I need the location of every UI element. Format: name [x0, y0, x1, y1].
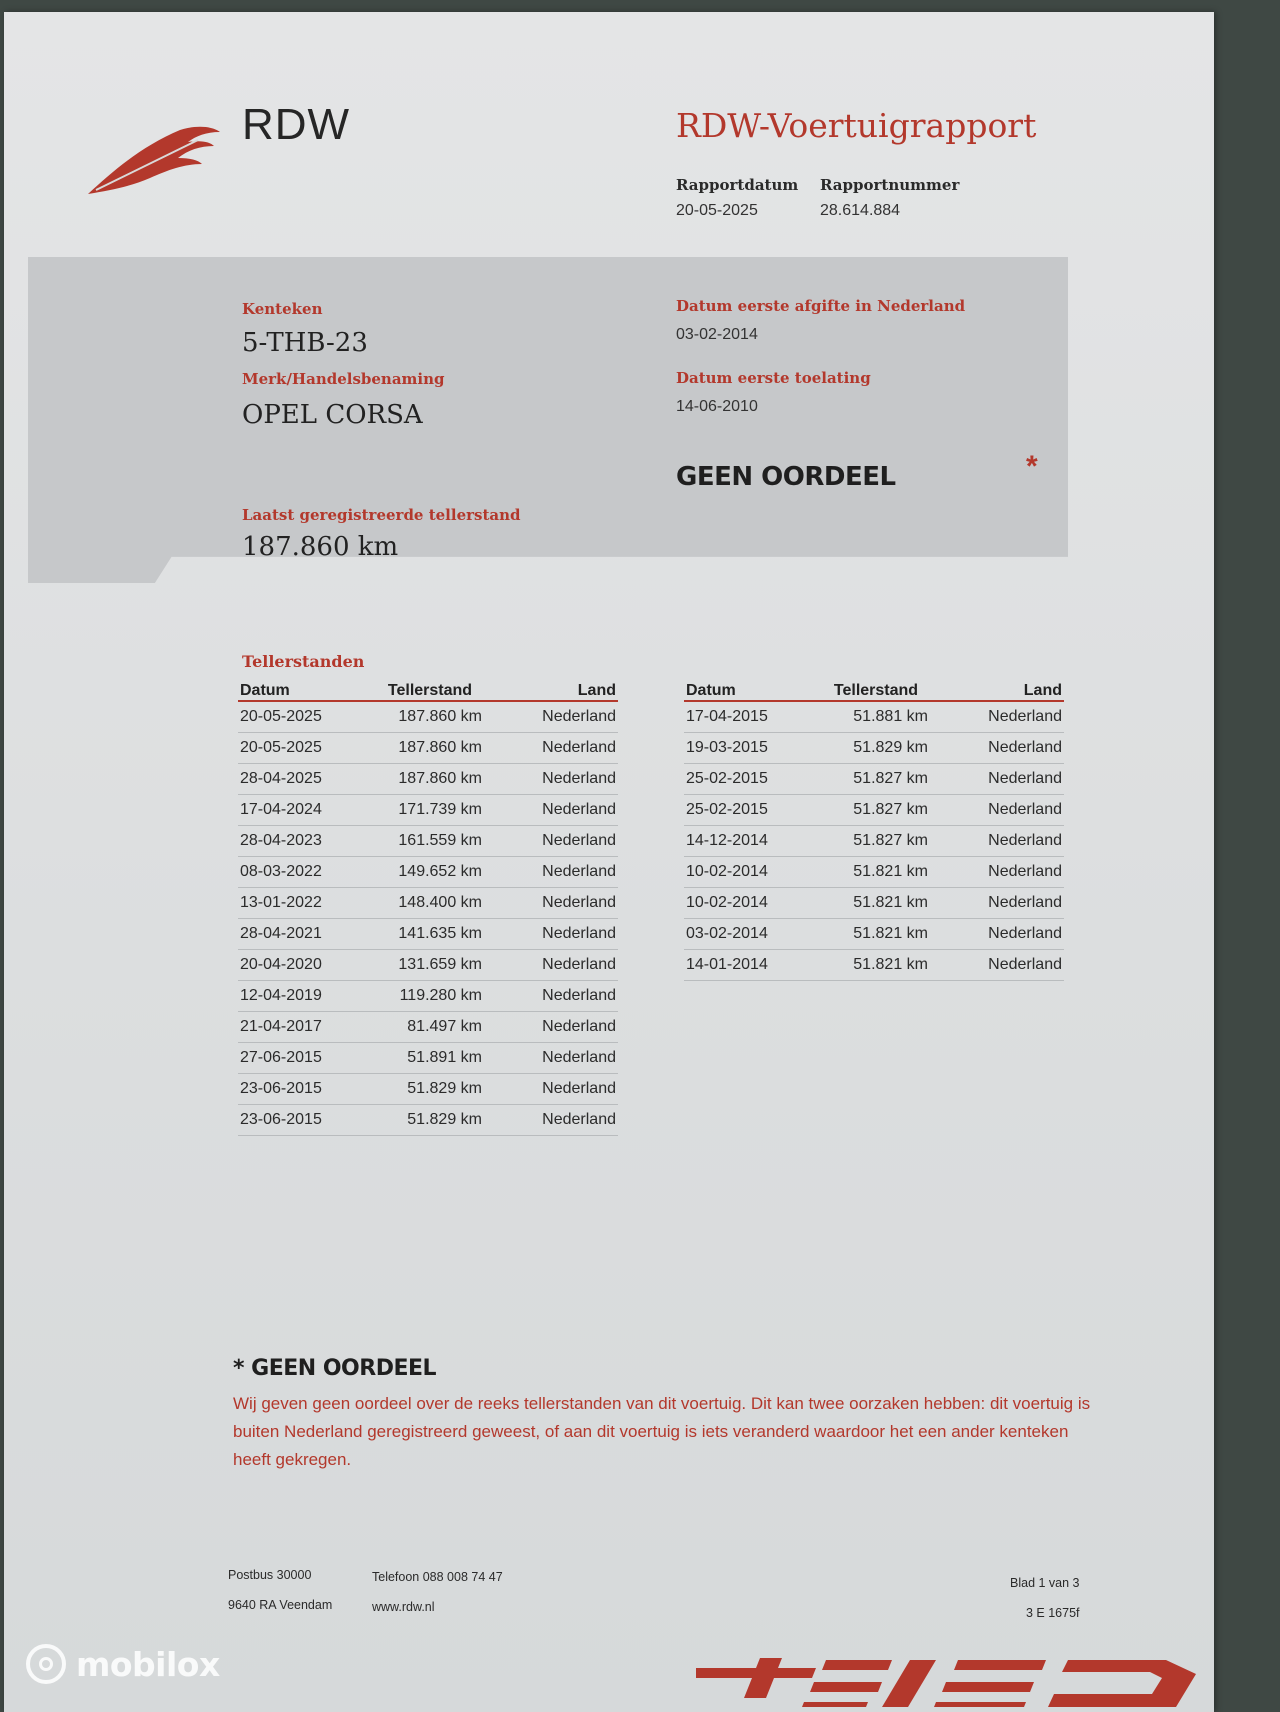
table-row [684, 826, 1064, 857]
odometer-section-title: Tellerstanden [242, 652, 365, 671]
cell-country: Nederland [484, 764, 618, 795]
cell-reading: 171.739 km [376, 795, 484, 826]
table-row [238, 795, 618, 826]
cell-country: Nederland [484, 701, 618, 733]
report-number-label: Rapportnummer [820, 176, 960, 194]
cell-country: Nederland [484, 1105, 618, 1136]
cell-country: Nederland [930, 919, 1064, 950]
table-row [238, 950, 618, 981]
table-row [684, 795, 1064, 826]
table-row [684, 701, 1064, 733]
cell-reading: 187.860 km [376, 733, 484, 764]
cell-date: 03-02-2014 [684, 919, 822, 950]
table-row [684, 857, 1064, 888]
report-date-label: Rapportdatum [676, 176, 799, 194]
table-header-row [684, 676, 1064, 701]
cell-country: Nederland [484, 795, 618, 826]
report-number-value: 28.614.884 [820, 202, 901, 219]
column-header-date: Datum [238, 676, 376, 701]
cell-country: Nederland [484, 857, 618, 888]
first-issue-nl-label: Datum eerste afgifte in Nederland [676, 297, 966, 315]
cell-reading: 51.821 km [822, 888, 930, 919]
verdict-text: GEEN OORDEEL [676, 462, 896, 492]
odometer-table-left-body [238, 701, 618, 1136]
footer-city: 9640 RA Veendam [228, 1598, 333, 1612]
cell-country: Nederland [930, 764, 1064, 795]
odometer-table-left [238, 676, 618, 1136]
cell-reading: 51.881 km [822, 701, 930, 733]
cell-country: Nederland [930, 733, 1064, 764]
cell-reading: 51.821 km [822, 857, 930, 888]
verdict-asterisk: * [1026, 450, 1038, 483]
odometer-table-right-body [684, 701, 1064, 981]
cell-reading: 148.400 km [376, 888, 484, 919]
table-header-row [238, 676, 618, 701]
mobilox-logo-icon [26, 1644, 66, 1684]
table-row [238, 857, 618, 888]
table-row [238, 733, 618, 764]
table-row [238, 764, 618, 795]
cell-date: 21-04-2017 [238, 1012, 376, 1043]
cell-reading: 81.497 km [376, 1012, 484, 1043]
cell-date: 25-02-2015 [684, 795, 822, 826]
footer-page-number: Blad 1 van 3 [1010, 1576, 1080, 1590]
cell-reading: 187.860 km [376, 764, 484, 795]
cell-country: Nederland [930, 795, 1064, 826]
cell-date: 14-12-2014 [684, 826, 822, 857]
rdw-wordmark: RDW [242, 100, 351, 149]
make-label: Merk/Handelsbenaming [242, 370, 445, 388]
plate-value: 5-THB-23 [242, 328, 368, 358]
cell-date: 20-05-2025 [238, 733, 376, 764]
cell-country: Nederland [484, 826, 618, 857]
cell-country: Nederland [484, 981, 618, 1012]
cell-country: Nederland [484, 733, 618, 764]
cell-reading: 51.827 km [822, 826, 930, 857]
cell-reading: 119.280 km [376, 981, 484, 1012]
odometer-value: 187.860 km [242, 532, 399, 562]
column-header-reading: Tellerstand [376, 676, 484, 701]
cell-date: 17-04-2015 [684, 701, 822, 733]
table-row [684, 888, 1064, 919]
cell-reading: 51.821 km [822, 950, 930, 981]
report-title: RDW-Voertuigrapport [676, 106, 1037, 145]
column-header-country: Land [484, 676, 618, 701]
cell-date: 25-02-2015 [684, 764, 822, 795]
odometer-label: Laatst geregistreerde tellerstand [242, 506, 521, 524]
first-admission-value: 14-06-2010 [676, 398, 758, 415]
cell-reading: 51.891 km [376, 1043, 484, 1074]
rdw-footer-graphic-icon [696, 1654, 1216, 1707]
note-text: Wij geven geen oordeel over de reeks tellerstanden van dit voertuig. Dit kan twee oorzaken hebben: dit voertuig is buiten Nederland geregistreerd geweest, of aan dit voertuig is iets veranderd waardoor het een ander kenteken heeft gekregen. [233, 1394, 1091, 1469]
cell-country: Nederland [930, 950, 1064, 981]
rdw-feather-icon [84, 124, 224, 199]
table-row [238, 1105, 618, 1136]
cell-country: Nederland [930, 888, 1064, 919]
cell-reading: 141.635 km [376, 919, 484, 950]
column-header-reading: Tellerstand [822, 676, 930, 701]
table-row [238, 701, 618, 733]
table-row [684, 764, 1064, 795]
cell-country: Nederland [930, 826, 1064, 857]
cell-country: Nederland [484, 1043, 618, 1074]
cell-date: 28-04-2021 [238, 919, 376, 950]
footer-phone: Telefoon 088 008 74 47 [372, 1570, 503, 1584]
cell-reading: 51.821 km [822, 919, 930, 950]
make-value: OPEL CORSA [242, 400, 423, 430]
cell-reading: 187.860 km [376, 701, 484, 733]
cell-reading: 51.829 km [376, 1105, 484, 1136]
table-row [238, 1043, 618, 1074]
cell-date: 28-04-2023 [238, 826, 376, 857]
column-header-date: Datum [684, 676, 822, 701]
cell-date: 08-03-2022 [238, 857, 376, 888]
first-admission-label: Datum eerste toelating [676, 369, 871, 387]
cell-reading: 161.559 km [376, 826, 484, 857]
odometer-table-right [684, 676, 1064, 981]
report-date-value: 20-05-2025 [676, 202, 758, 219]
cell-date: 23-06-2015 [238, 1074, 376, 1105]
cell-date: 19-03-2015 [684, 733, 822, 764]
cell-date: 20-05-2025 [238, 701, 376, 733]
table-row [684, 733, 1064, 764]
cell-date: 12-04-2019 [238, 981, 376, 1012]
cell-reading: 51.827 km [822, 764, 930, 795]
cell-reading: 51.827 km [822, 795, 930, 826]
table-row [684, 950, 1064, 981]
report-page [4, 12, 1214, 1712]
cell-date: 20-04-2020 [238, 950, 376, 981]
cell-date: 10-02-2014 [684, 857, 822, 888]
cell-country: Nederland [484, 950, 618, 981]
table-row [238, 1074, 618, 1105]
cell-country: Nederland [484, 1074, 618, 1105]
footer-website: www.rdw.nl [372, 1600, 435, 1614]
table-row [238, 1012, 618, 1043]
table-row [684, 919, 1064, 950]
cell-date: 28-04-2025 [238, 764, 376, 795]
table-row [238, 919, 618, 950]
cell-date: 10-02-2014 [684, 888, 822, 919]
cell-reading: 149.652 km [376, 857, 484, 888]
cell-country: Nederland [930, 857, 1064, 888]
cell-country: Nederland [484, 1012, 618, 1043]
cell-country: Nederland [484, 888, 618, 919]
mobilox-watermark [26, 1644, 220, 1684]
footer-postbus: Postbus 30000 [228, 1568, 312, 1582]
cell-reading: 51.829 km [822, 733, 930, 764]
footer-document-code: 3 E 1675f [1026, 1606, 1080, 1620]
cell-reading: 131.659 km [376, 950, 484, 981]
cell-date: 17-04-2024 [238, 795, 376, 826]
cell-date: 13-01-2022 [238, 888, 376, 919]
first-issue-nl-value: 03-02-2014 [676, 326, 758, 343]
plate-label: Kenteken [242, 300, 323, 318]
cell-date: 14-01-2014 [684, 950, 822, 981]
cell-date: 23-06-2015 [238, 1105, 376, 1136]
note-title: * GEEN OORDEEL [233, 1356, 437, 1381]
table-row [238, 981, 618, 1012]
column-header-country: Land [930, 676, 1064, 701]
cell-country: Nederland [930, 701, 1064, 733]
watermark-text: mobilox [76, 1644, 220, 1684]
cell-reading: 51.829 km [376, 1074, 484, 1105]
cell-country: Nederland [484, 919, 618, 950]
table-row [238, 826, 618, 857]
cell-date: 27-06-2015 [238, 1043, 376, 1074]
table-row [238, 888, 618, 919]
